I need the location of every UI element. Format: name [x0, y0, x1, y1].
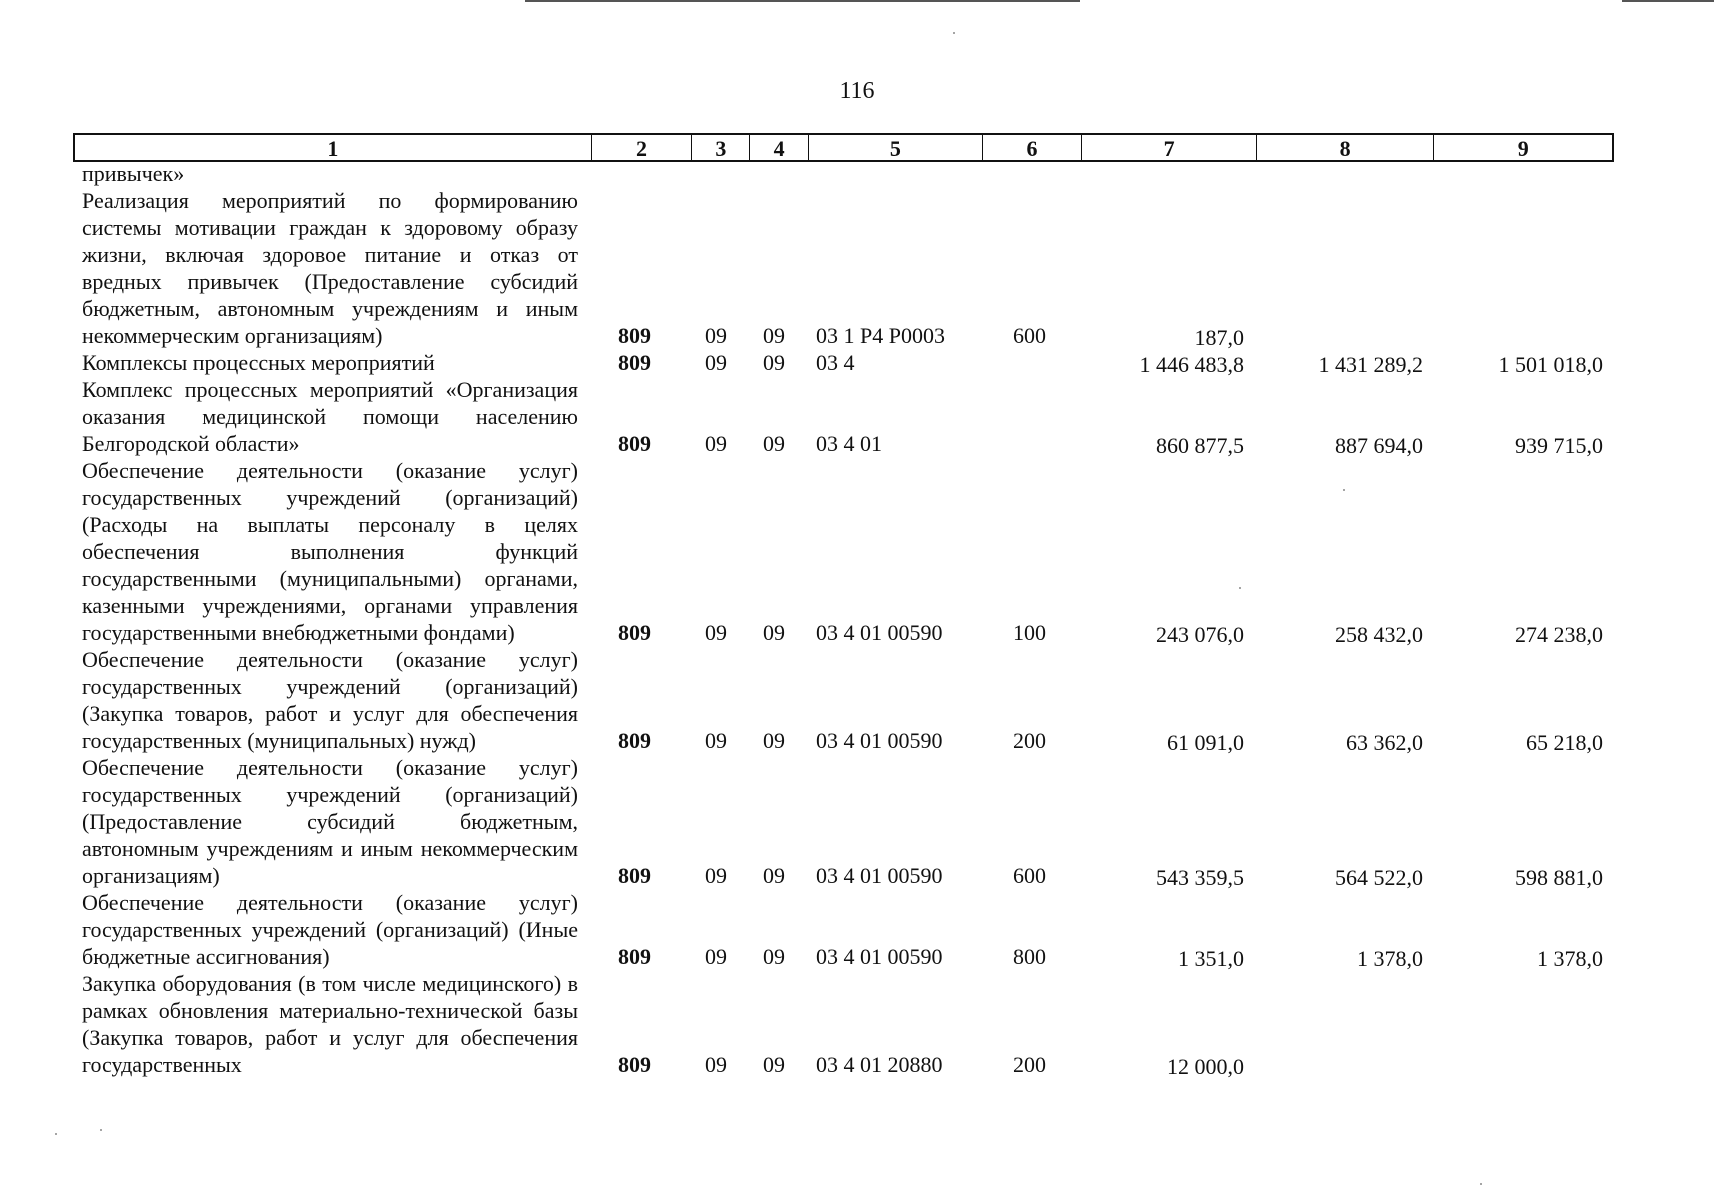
- row-target-article: 03 4 01 00590: [816, 620, 943, 645]
- table-row: [0, 970, 1714, 1078]
- row-section: 09: [705, 323, 727, 348]
- row-amount-col9: 598 881,0: [1515, 865, 1603, 890]
- row-amount-col8: 63 362,0: [1346, 730, 1423, 755]
- row-target-article: 03 4 01 20880: [816, 1052, 943, 1077]
- row-subsection: 09: [763, 431, 785, 456]
- table-row: [0, 457, 1714, 646]
- row-amount-col9: 274 238,0: [1515, 622, 1603, 647]
- row-expense-type: 200: [1013, 1052, 1046, 1077]
- row-amount-col7: 860 877,5: [1156, 433, 1244, 458]
- row-section: 09: [705, 350, 727, 375]
- row-amount-col9: 1 501 018,0: [1498, 352, 1603, 377]
- header-col-8: 8: [1257, 135, 1435, 160]
- scan-speck: [953, 32, 955, 34]
- row-code: 809: [618, 431, 651, 456]
- row-code: 809: [618, 863, 651, 888]
- row-description: Обеспечение деятельности (оказание услуг) государственных учреждений (организаций) (Предоставление субсидий бюджетным, автономным учреждениям и иным некоммерческим организациям): [82, 755, 578, 888]
- row-description: Обеспечение деятельности (оказание услуг) государственных учреждений (организаций) (Иные бюджетные ассигнования): [82, 890, 578, 969]
- row-expense-type: 200: [1013, 728, 1046, 753]
- row-target-article: 03 1 Р4 Р0003: [816, 323, 945, 348]
- scan-speck: [100, 1129, 102, 1131]
- row-subsection: 09: [763, 728, 785, 753]
- row-section: 09: [705, 944, 727, 969]
- scan-speck: [1480, 1183, 1482, 1185]
- row-expense-type: 100: [1013, 620, 1046, 645]
- table-body: [0, 160, 1714, 1078]
- row-amount-col7: 12 000,0: [1167, 1054, 1244, 1079]
- row-code: 809: [618, 944, 651, 969]
- row-subsection: 09: [763, 863, 785, 888]
- scan-speck: [1239, 587, 1241, 589]
- table-row: [0, 889, 1714, 970]
- row-amount-col9: 1 378,0: [1537, 946, 1603, 971]
- row-target-article: 03 4 01: [816, 431, 882, 456]
- row-target-article: 03 4 01 00590: [816, 728, 943, 753]
- scan-speck: [55, 1133, 57, 1135]
- row-amount-col7: 243 076,0: [1156, 622, 1244, 647]
- row-expense-type: 600: [1013, 863, 1046, 888]
- header-col-1: 1: [75, 135, 592, 160]
- row-amount-col9: 939 715,0: [1515, 433, 1603, 458]
- row-target-article: 03 4: [816, 350, 855, 375]
- header-col-7: 7: [1082, 135, 1257, 160]
- row-subsection: 09: [763, 944, 785, 969]
- row-expense-type: 800: [1013, 944, 1046, 969]
- row-description: Комплексы процессных мероприятий: [82, 350, 435, 375]
- header-col-4: 4: [750, 135, 809, 160]
- row-section: 09: [705, 431, 727, 456]
- table-row: [0, 646, 1714, 754]
- scan-speck: [1343, 489, 1345, 491]
- row-amount-col8: 258 432,0: [1335, 622, 1423, 647]
- row-amount-col8: 1 431 289,2: [1318, 352, 1423, 377]
- row-code: 809: [618, 323, 651, 348]
- row-code: 809: [618, 350, 651, 375]
- row-amount-col7: 187,0: [1194, 325, 1244, 350]
- row-code: 809: [618, 728, 651, 753]
- row-code: 809: [618, 1052, 651, 1077]
- row-amount-col8: 564 522,0: [1335, 865, 1423, 890]
- row-section: 09: [705, 728, 727, 753]
- header-col-3: 3: [692, 135, 750, 160]
- row-amount-col7: 1 351,0: [1178, 946, 1244, 971]
- row-amount-col7: 543 359,5: [1156, 865, 1244, 890]
- header-col-6: 6: [983, 135, 1083, 160]
- header-col-2: 2: [592, 135, 693, 160]
- row-amount-col9: 65 218,0: [1526, 730, 1603, 755]
- row-amount-col7: 61 091,0: [1167, 730, 1244, 755]
- row-subsection: 09: [763, 1052, 785, 1077]
- row-description: Обеспечение деятельности (оказание услуг) государственных учреждений (организаций) (Закупка товаров, работ и услуг для обеспечения государственных (муниципальных) нужд): [82, 647, 578, 753]
- row-expense-type: 600: [1013, 323, 1046, 348]
- row-amount-col8: 887 694,0: [1335, 433, 1423, 458]
- row-description: Комплекс процессных мероприятий «Организация оказания медицинской помощи населению Белгородской области»: [82, 377, 578, 456]
- row-subsection: 09: [763, 620, 785, 645]
- table-row: [0, 349, 1714, 376]
- row-section: 09: [705, 620, 727, 645]
- row-description: Обеспечение деятельности (оказание услуг) государственных учреждений (организаций) (Расходы на выплаты персоналу в целях обеспечения выполнения функций государственными (муниципальными) органами, казенными учреждениями, органами управления государственными внебюджетными фондами): [82, 458, 578, 645]
- row-description: Закупка оборудования (в том числе медицинского) в рамках обновления материально-технической базы (Закупка товаров, работ и услуг для обеспечения государственных: [82, 971, 578, 1077]
- header-col-9: 9: [1517, 136, 1529, 161]
- page-number: 116: [839, 78, 875, 104]
- table-row: [0, 187, 1714, 349]
- table-row: [0, 160, 1714, 187]
- row-amount-col7: 1 446 483,8: [1139, 352, 1244, 377]
- table-row: [0, 754, 1714, 889]
- row-target-article: 03 4 01 00590: [816, 863, 943, 888]
- row-section: 09: [705, 1052, 727, 1077]
- row-subsection: 09: [763, 350, 785, 375]
- table-row: [0, 376, 1714, 457]
- row-description: привычек»: [82, 161, 185, 186]
- header-col-5: 5: [809, 135, 983, 160]
- table-header: [73, 133, 1614, 162]
- row-section: 09: [705, 863, 727, 888]
- row-target-article: 03 4 01 00590: [816, 944, 943, 969]
- row-description: Реализация мероприятий по формированию системы мотивации граждан к здоровому образу жизни, включая здоровое питание и отказ от вредных привычек (Предоставление субсидий бюджетным, автономным учреждениям и иным некоммерческим организациям): [82, 188, 578, 348]
- row-subsection: 09: [763, 323, 785, 348]
- scan-edge-line-left: [525, 0, 1080, 2]
- scan-edge-line-right: [1622, 0, 1714, 2]
- row-code: 809: [618, 620, 651, 645]
- row-amount-col8: 1 378,0: [1357, 946, 1423, 971]
